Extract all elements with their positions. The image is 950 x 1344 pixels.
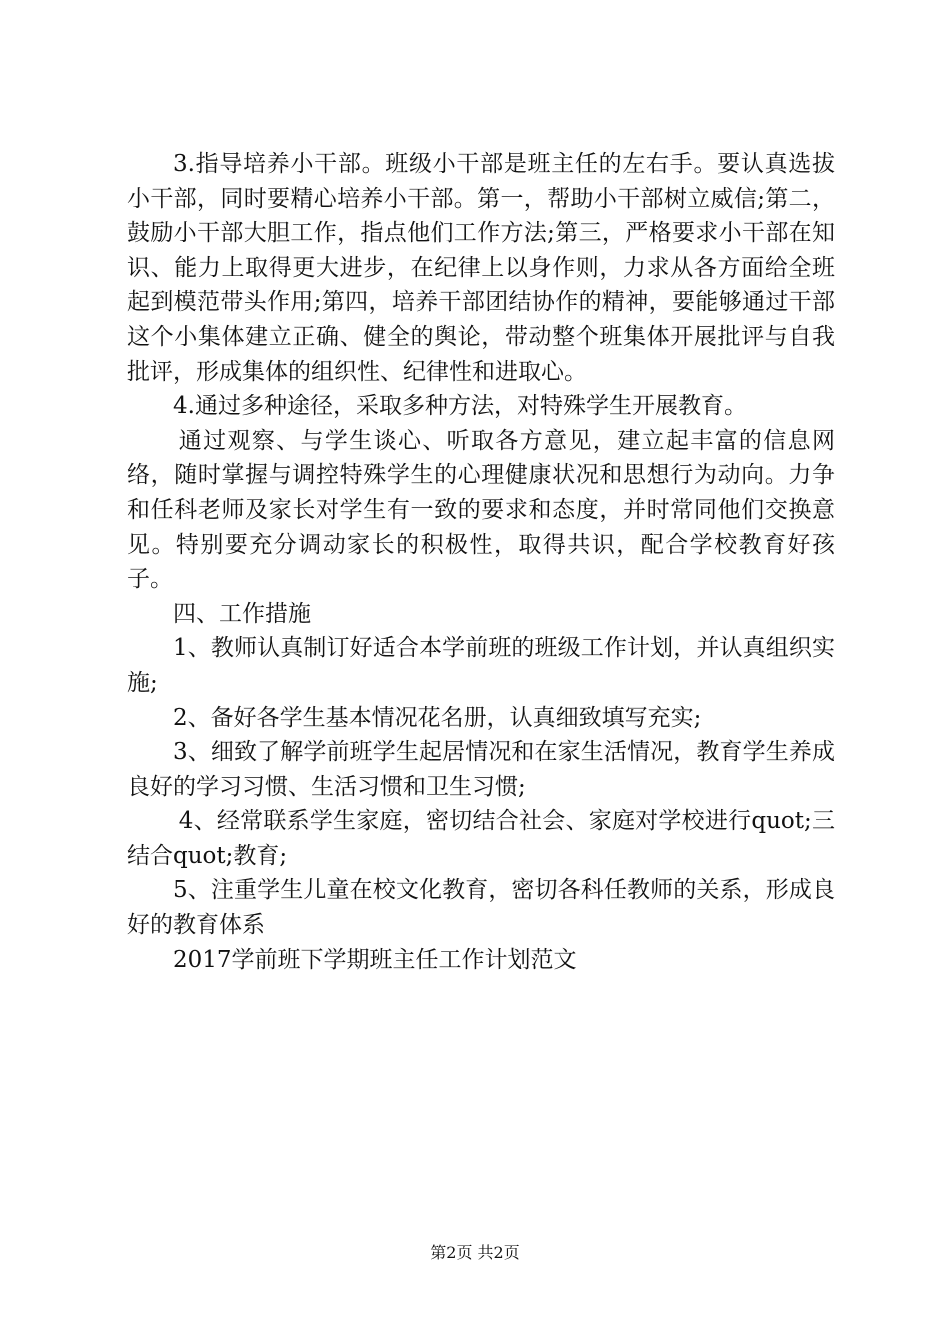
document-closing-title: 2017学前班下学期班主任工作计划范文: [173, 946, 577, 973]
list-item-measure-5: 5、注重学生儿童在校文化教育，密切各科任教师的关系，形成良好的教育体系: [127, 877, 835, 939]
list-item-measure-1: 1、教师认真制订好适合本学前班的班级工作计划，并认真组织实施;: [127, 635, 835, 696]
list-item-measure-4: 4、经常联系学生家庭，密切结合社会、家庭对学校进行quot;三结合quot;教育;: [127, 808, 835, 869]
page-number-footer: 第2页 共2页: [430, 1243, 520, 1262]
paragraph-special-students-body: 通过观察、与学生谈心、听取各方意见，建立起丰富的信息网络，随时掌握与调控特殊学生的心理健康状况和思想行为动向。力争和任科老师及家长对学生有一致的要求和态度，并时常同他们交换意见。特别要充分调动家长的积极性，取得共识，配合学校教育好孩子。: [127, 427, 835, 593]
list-item-measure-2: 2、备好各学生基本情况花名册，认真细致填写充实;: [173, 704, 702, 731]
document-body: [127, 147, 835, 977]
section-heading-work-measures: 四、工作措施: [173, 600, 311, 627]
list-item-measure-3: 3、细致了解学前班学生起居情况和在家生活情况，教育学生养成良好的学习习惯、生活习惯和卫生习惯;: [127, 739, 835, 800]
paragraph-special-students-heading: 4.通过多种途径，采取多种方法，对特殊学生开展教育。: [173, 393, 747, 420]
paragraph-cadre-training: 3.指导培养小干部。班级小干部是班主任的左右手。要认真选拔小干部，同时要精心培养小干部。第一，帮助小干部树立威信;第二，鼓励小干部大胆工作，指点他们工作方法;第三，严格要求小干部在知识、能力上取得更大进步，在纪律上以身作则，力求从各方面给全班起到模范带头作用;第四，培养干部团结协作的精神，要能够通过干部这个小集体建立正确、健全的舆论，带动整个班集体开展批评与自我批评，形成集体的组织性、纪律性和进取心。: [127, 151, 835, 385]
